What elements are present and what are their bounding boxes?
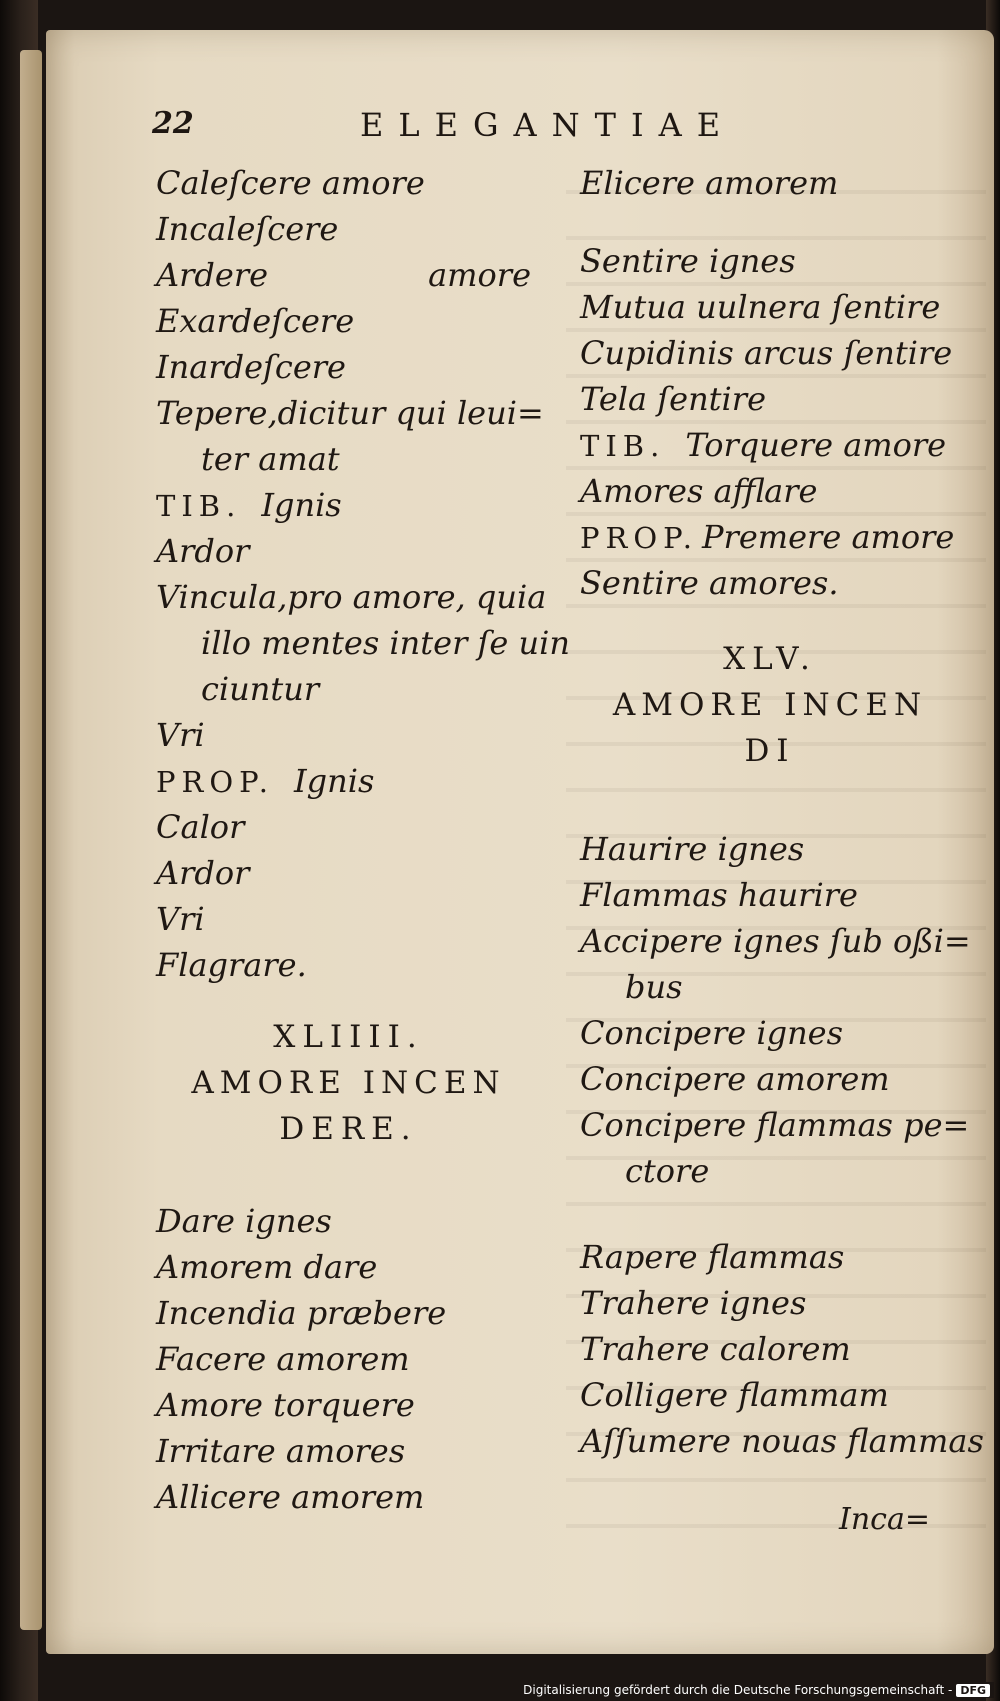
phrase-line: Facere amorem	[156, 1340, 410, 1378]
citation-line	[156, 482, 541, 528]
phrase-line: Exardeſcere	[156, 302, 355, 340]
phrase-line: Elicere amorem	[580, 164, 839, 202]
phrase-line: Incendia præbere	[156, 1294, 447, 1332]
phrase-line: Amore torquere	[156, 1386, 415, 1424]
phrase-line: Ardor	[156, 854, 250, 892]
phrase-continuation: bus	[625, 968, 683, 1006]
phrase-line: Vincula,pro amore, quia	[156, 578, 547, 616]
phrase-ardere: Ardere	[156, 256, 269, 294]
citation-line	[156, 758, 541, 804]
phrase-continuation: ctore	[625, 1152, 710, 1190]
phrase-line: Vri	[156, 900, 205, 938]
phrase-text: Ignis	[293, 762, 375, 800]
phrase-line: Flagrare.	[156, 946, 307, 984]
phrase-line: Trahere calorem	[580, 1330, 851, 1368]
section-title: AMORE INCEN	[612, 687, 928, 723]
section-numeral: XLV.	[723, 641, 817, 677]
left-column	[156, 160, 570, 1520]
section-numeral: XLIIII.	[273, 1019, 424, 1055]
phrase-continuation: ter amat	[201, 440, 340, 478]
phrase-line: Inardeſcere	[156, 348, 346, 386]
section-title-cont: DI	[744, 733, 796, 769]
phrase-line: Tepere,dicitur qui leui=	[156, 394, 544, 432]
phrase-text: Torquere amore	[685, 426, 947, 464]
phrase-line: Mutua uulnera ſentire	[580, 288, 941, 326]
right-column	[580, 160, 984, 1464]
citation-line	[580, 514, 960, 560]
phrase-line: Sentire amores.	[580, 564, 839, 602]
phrase-line: Incaleſcere	[156, 210, 339, 248]
author-tag: PROP.	[580, 521, 698, 555]
author-tag: TIB.	[580, 429, 666, 463]
phrase-line: Calor	[156, 808, 245, 846]
author-tag: TIB.	[156, 489, 242, 523]
phrase-line: Amorem dare	[156, 1248, 378, 1286]
phrase-line: Colligere flammam	[580, 1376, 889, 1414]
running-title: ELEGANTIAE	[360, 106, 736, 144]
phrase-line: Dare ignes	[156, 1202, 332, 1240]
phrase-continuation: illo mentes inter ſe uin	[201, 624, 570, 662]
dfg-logo: DFG	[956, 1684, 990, 1697]
phrase-line: Aſſumere nouas flammas	[580, 1422, 984, 1460]
phrase-line: Sentire ignes	[580, 242, 796, 280]
phrase-line: Vri	[156, 716, 205, 754]
phrase-line: Irritare amores	[156, 1432, 406, 1470]
phrase-line: Haurire ignes	[580, 830, 805, 868]
phrase-line: Concipere flammas pe=	[580, 1106, 970, 1144]
catchword: Inca=	[839, 1502, 930, 1537]
phrase-line: Accipere ignes ſub oßi=	[580, 922, 971, 960]
phrase-line: Concipere ignes	[580, 1014, 844, 1052]
citation-line	[580, 422, 960, 468]
phrase-line: Flammas haurire	[580, 876, 858, 914]
page-number: 22	[152, 106, 194, 141]
phrase-line: Cupidinis arcus ſentire	[580, 334, 953, 372]
phrase-line: Concipere amorem	[580, 1060, 890, 1098]
phrase-line: Caleſcere amore	[156, 164, 425, 202]
phrase-amore-bracket: amore	[428, 256, 531, 294]
digitization-credit	[519, 1682, 994, 1698]
phrase-line-ardere	[156, 252, 541, 298]
phrase-text: Premere amore	[701, 518, 955, 556]
phrase-line: Rapere flammas	[580, 1238, 845, 1276]
phrase-text: Ignis	[261, 486, 342, 524]
phrase-continuation: ciuntur	[201, 670, 320, 708]
page-stack-edge	[20, 50, 42, 1630]
section-title: AMORE INCEN	[191, 1065, 506, 1101]
phrase-line: Ardor	[156, 532, 250, 570]
phrase-line: Amores afflare	[580, 472, 818, 510]
phrase-line: Allicere amorem	[156, 1478, 425, 1516]
phrase-line: Trahere ignes	[580, 1284, 807, 1322]
phrase-line: Tela ſentire	[580, 380, 766, 418]
section-title-cont: DERE.	[279, 1111, 418, 1147]
author-tag: PROP.	[156, 765, 274, 799]
credit-text: Digitalisierung gefördert durch die Deutsche Forschungsgemeinschaft -	[523, 1683, 953, 1697]
